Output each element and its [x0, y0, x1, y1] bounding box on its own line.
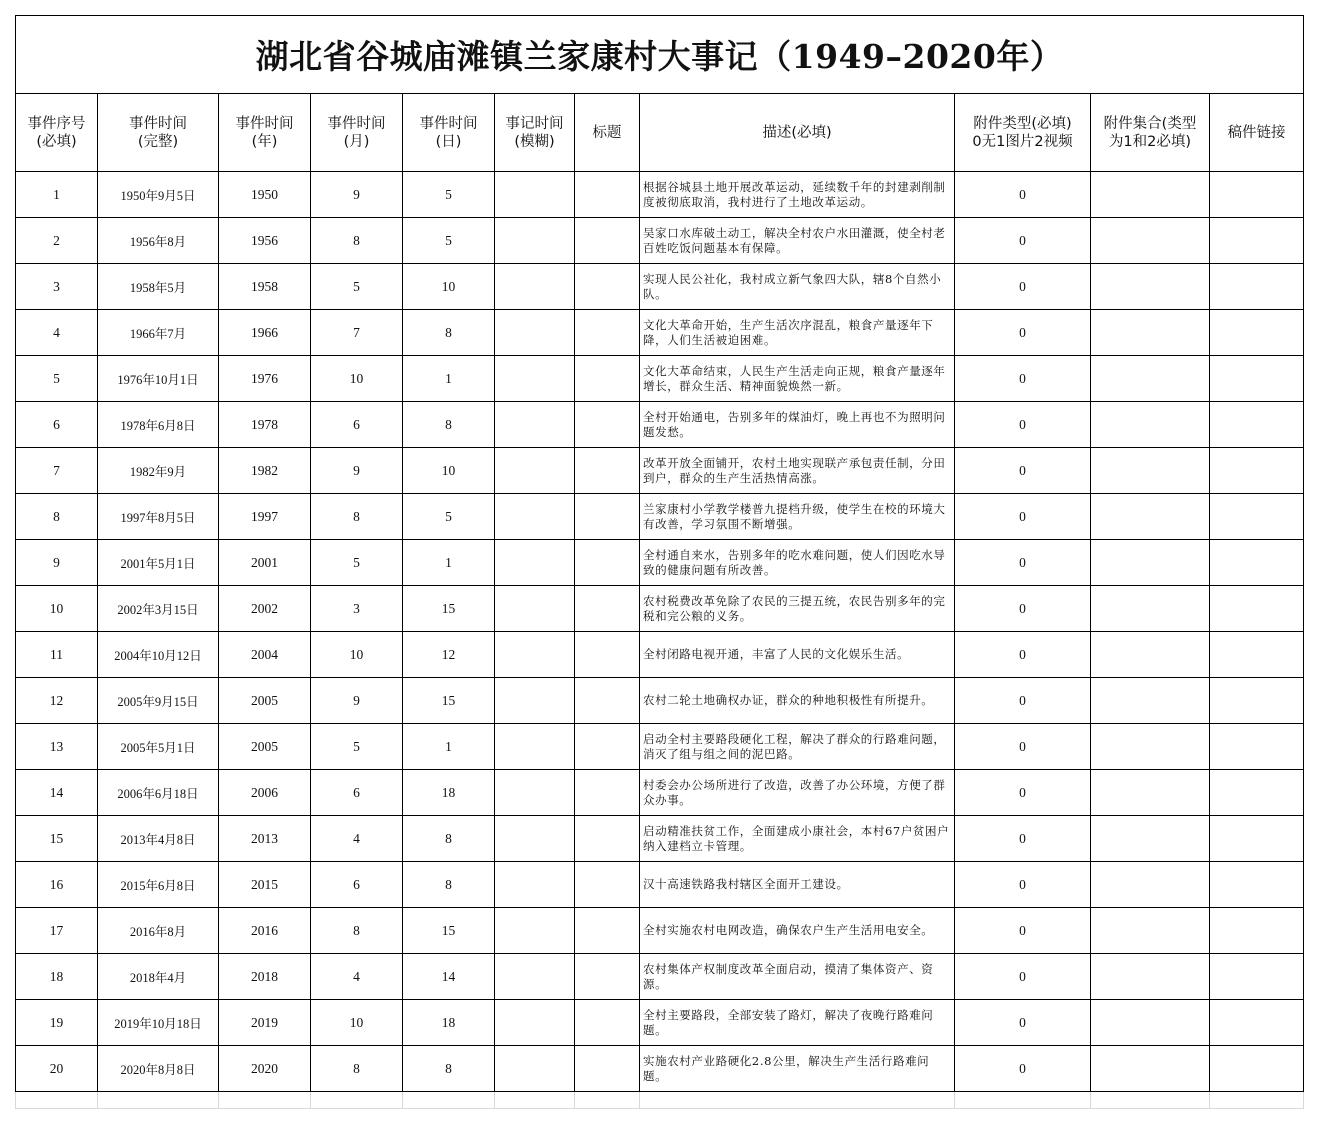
table-row — [16, 310, 1304, 356]
cell-heading[interactable] — [575, 494, 640, 540]
cell-year[interactable]: 1976 — [219, 356, 311, 402]
cell-event-number[interactable]: 4 — [16, 310, 98, 356]
cell-heading[interactable] — [575, 954, 640, 1000]
empty-cell[interactable] — [403, 1092, 495, 1109]
cell-day[interactable]: 10 — [403, 264, 495, 310]
cell-event-number[interactable]: 17 — [16, 908, 98, 954]
cell-article-link[interactable] — [1210, 586, 1304, 632]
cell-attachment-type[interactable]: 0 — [955, 264, 1091, 310]
cell-year[interactable]: 2013 — [219, 816, 311, 862]
cell-description[interactable]: 全村主要路段，全部安装了路灯，解决了夜晚行路难问题。 — [640, 1000, 955, 1046]
cell-description[interactable]: 启动全村主要路段硬化工程，解决了群众的行路难问题，消灭了组与组之间的泥巴路。 — [640, 724, 955, 770]
cell-year[interactable]: 2018 — [219, 954, 311, 1000]
cell-year[interactable]: 2006 — [219, 770, 311, 816]
table-row — [16, 908, 1304, 954]
table-row — [16, 540, 1304, 586]
cell-attachment-set[interactable] — [1091, 264, 1210, 310]
cell-description[interactable]: 实施农村产业路硬化2.8公里，解决生产生活行路难问题。 — [640, 1046, 955, 1092]
cell-attachment-type[interactable]: 0 — [955, 540, 1091, 586]
cell-description[interactable]: 文化大革命结束，人民生产生活走向正规，粮食产量逐年增长，群众生活、精神面貌焕然一新。 — [640, 356, 955, 402]
cell-year[interactable]: 2001 — [219, 540, 311, 586]
cell-year[interactable]: 1982 — [219, 448, 311, 494]
cell-attachment-type[interactable]: 0 — [955, 586, 1091, 632]
cell-full-date[interactable]: 2004年10月12日 — [98, 632, 219, 678]
cell-day[interactable]: 8 — [403, 1046, 495, 1092]
cell-day[interactable]: 18 — [403, 770, 495, 816]
cell-event-number[interactable]: 11 — [16, 632, 98, 678]
cell-attachment-type[interactable]: 0 — [955, 1046, 1091, 1092]
header-full-date[interactable]: 事件时间 (完整) — [98, 94, 219, 172]
cell-month[interactable]: 6 — [311, 770, 403, 816]
cell-article-link[interactable] — [1210, 1000, 1304, 1046]
cell-full-date[interactable]: 1978年6月8日 — [98, 402, 219, 448]
cell-description[interactable]: 吴家口水库破土动工，解决全村农户水田灌溉，使全村老百姓吃饭问题基本有保障。 — [640, 218, 955, 264]
cell-description[interactable]: 文化大革命开始，生产生活次序混乱，粮食产量逐年下降，人们生活被迫困难。 — [640, 310, 955, 356]
cell-month[interactable]: 6 — [311, 402, 403, 448]
cell-month[interactable]: 9 — [311, 678, 403, 724]
cell-day[interactable]: 8 — [403, 816, 495, 862]
cell-attachment-type[interactable]: 0 — [955, 448, 1091, 494]
cell-fuzzy-date[interactable] — [495, 356, 575, 402]
cell-fuzzy-date[interactable] — [495, 540, 575, 586]
cell-year[interactable]: 2015 — [219, 862, 311, 908]
cell-article-link[interactable] — [1210, 1046, 1304, 1092]
cell-year[interactable]: 1958 — [219, 264, 311, 310]
cell-month[interactable]: 5 — [311, 724, 403, 770]
cell-month[interactable]: 10 — [311, 356, 403, 402]
cell-article-link[interactable] — [1210, 816, 1304, 862]
cell-day[interactable]: 15 — [403, 678, 495, 724]
empty-grid-row — [16, 1092, 1304, 1109]
cell-attachment-set[interactable] — [1091, 494, 1210, 540]
empty-cell[interactable] — [219, 1092, 311, 1109]
cell-month[interactable]: 9 — [311, 448, 403, 494]
cell-attachment-set[interactable] — [1091, 356, 1210, 402]
cell-event-number[interactable]: 15 — [16, 816, 98, 862]
cell-article-link[interactable] — [1210, 310, 1304, 356]
cell-heading[interactable] — [575, 172, 640, 218]
table-row — [16, 816, 1304, 862]
cell-month[interactable]: 4 — [311, 954, 403, 1000]
cell-fuzzy-date[interactable] — [495, 586, 575, 632]
cell-month[interactable]: 5 — [311, 540, 403, 586]
cell-full-date[interactable]: 2018年4月 — [98, 954, 219, 1000]
cell-full-date[interactable]: 1976年10月1日 — [98, 356, 219, 402]
cell-attachment-set[interactable] — [1091, 724, 1210, 770]
cell-article-link[interactable] — [1210, 448, 1304, 494]
cell-year[interactable]: 1950 — [219, 172, 311, 218]
cell-heading[interactable] — [575, 908, 640, 954]
cell-full-date[interactable]: 2019年10月18日 — [98, 1000, 219, 1046]
empty-cell[interactable] — [495, 1092, 575, 1109]
cell-day[interactable]: 12 — [403, 632, 495, 678]
header-event-number[interactable]: 事件序号 (必填) — [16, 94, 98, 172]
table-row — [16, 954, 1304, 1000]
table-row — [16, 448, 1304, 494]
cell-full-date[interactable]: 2005年9月15日 — [98, 678, 219, 724]
cell-fuzzy-date[interactable] — [495, 448, 575, 494]
title-row — [16, 16, 1304, 94]
cell-year[interactable]: 1966 — [219, 310, 311, 356]
cell-full-date[interactable]: 1956年8月 — [98, 218, 219, 264]
cell-attachment-set[interactable] — [1091, 448, 1210, 494]
cell-attachment-set[interactable] — [1091, 402, 1210, 448]
cell-heading[interactable] — [575, 448, 640, 494]
cell-year[interactable]: 2005 — [219, 678, 311, 724]
cell-event-number[interactable]: 8 — [16, 494, 98, 540]
cell-article-link[interactable] — [1210, 954, 1304, 1000]
cell-year[interactable]: 2016 — [219, 908, 311, 954]
cell-year[interactable]: 2005 — [219, 724, 311, 770]
cell-year[interactable]: 2020 — [219, 1046, 311, 1092]
cell-article-link[interactable] — [1210, 632, 1304, 678]
cell-event-number[interactable]: 6 — [16, 402, 98, 448]
cell-event-number[interactable]: 1 — [16, 172, 98, 218]
cell-day[interactable]: 5 — [403, 218, 495, 264]
cell-attachment-set[interactable] — [1091, 954, 1210, 1000]
cell-year[interactable]: 2002 — [219, 586, 311, 632]
cell-month[interactable]: 10 — [311, 632, 403, 678]
cell-attachment-set[interactable] — [1091, 586, 1210, 632]
empty-cell[interactable] — [16, 1092, 98, 1109]
cell-year[interactable]: 1956 — [219, 218, 311, 264]
cell-event-number[interactable]: 12 — [16, 678, 98, 724]
cell-month[interactable]: 8 — [311, 218, 403, 264]
cell-description[interactable]: 农村集体产权制度改革全面启动，摸清了集体资产、资源。 — [640, 954, 955, 1000]
cell-heading[interactable] — [575, 356, 640, 402]
cell-attachment-set[interactable] — [1091, 816, 1210, 862]
header-day[interactable]: 事件时间 (日) — [403, 94, 495, 172]
cell-month[interactable]: 10 — [311, 1000, 403, 1046]
cell-full-date[interactable]: 1966年7月 — [98, 310, 219, 356]
cell-fuzzy-date[interactable] — [495, 724, 575, 770]
empty-cell[interactable] — [575, 1092, 640, 1109]
cell-attachment-type[interactable]: 0 — [955, 494, 1091, 540]
cell-attachment-set[interactable] — [1091, 310, 1210, 356]
cell-description[interactable]: 全村实施农村电网改造，确保农户生产生活用电安全。 — [640, 908, 955, 954]
empty-cell[interactable] — [640, 1092, 955, 1109]
cell-attachment-type[interactable]: 0 — [955, 1000, 1091, 1046]
table-row — [16, 1046, 1304, 1092]
cell-day[interactable]: 5 — [403, 494, 495, 540]
cell-fuzzy-date[interactable] — [495, 1046, 575, 1092]
cell-day[interactable]: 15 — [403, 908, 495, 954]
cell-heading[interactable] — [575, 632, 640, 678]
table-title[interactable]: 湖北省谷城庙滩镇兰家康村大事记（1949–2020年） — [16, 16, 1304, 94]
header-year[interactable]: 事件时间 (年) — [219, 94, 311, 172]
empty-cell[interactable] — [311, 1092, 403, 1109]
cell-event-number[interactable]: 5 — [16, 356, 98, 402]
cell-heading[interactable] — [575, 816, 640, 862]
empty-cell[interactable] — [98, 1092, 219, 1109]
cell-full-date[interactable]: 1982年9月 — [98, 448, 219, 494]
header-fuzzy-date[interactable]: 事记时间 (模糊) — [495, 94, 575, 172]
cell-fuzzy-date[interactable] — [495, 218, 575, 264]
cell-event-number[interactable]: 3 — [16, 264, 98, 310]
events-table — [15, 15, 1304, 1109]
cell-attachment-set[interactable] — [1091, 862, 1210, 908]
cell-month[interactable]: 5 — [311, 264, 403, 310]
table-row — [16, 494, 1304, 540]
cell-day[interactable]: 1 — [403, 356, 495, 402]
header-article-link[interactable]: 稿件链接 — [1210, 94, 1304, 172]
cell-fuzzy-date[interactable] — [495, 816, 575, 862]
cell-description[interactable]: 启动精准扶贫工作，全面建成小康社会，本村67户贫困户纳入建档立卡管理。 — [640, 816, 955, 862]
cell-day[interactable]: 14 — [403, 954, 495, 1000]
cell-attachment-type[interactable]: 0 — [955, 816, 1091, 862]
cell-article-link[interactable] — [1210, 494, 1304, 540]
cell-day[interactable]: 10 — [403, 448, 495, 494]
cell-fuzzy-date[interactable] — [495, 172, 575, 218]
cell-day[interactable]: 1 — [403, 540, 495, 586]
cell-attachment-set[interactable] — [1091, 540, 1210, 586]
cell-attachment-type[interactable]: 0 — [955, 356, 1091, 402]
cell-month[interactable]: 8 — [311, 494, 403, 540]
cell-fuzzy-date[interactable] — [495, 494, 575, 540]
table-row — [16, 402, 1304, 448]
cell-description[interactable]: 村委会办公场所进行了改造，改善了办公环境，方便了群众办事。 — [640, 770, 955, 816]
table-row — [16, 724, 1304, 770]
cell-month[interactable]: 7 — [311, 310, 403, 356]
cell-year[interactable]: 1978 — [219, 402, 311, 448]
header-row — [16, 94, 1304, 172]
cell-description[interactable]: 改革开放全面铺开，农村土地实现联产承包责任制，分田到户，群众的生产生活热情高涨。 — [640, 448, 955, 494]
empty-cell[interactable] — [1210, 1092, 1304, 1109]
cell-attachment-set[interactable] — [1091, 632, 1210, 678]
table-row — [16, 586, 1304, 632]
cell-day[interactable]: 8 — [403, 402, 495, 448]
cell-heading[interactable] — [575, 310, 640, 356]
cell-attachment-type[interactable]: 0 — [955, 678, 1091, 724]
cell-attachment-set[interactable] — [1091, 678, 1210, 724]
table-row — [16, 678, 1304, 724]
cell-fuzzy-date[interactable] — [495, 402, 575, 448]
header-description[interactable]: 描述(必填) — [640, 94, 955, 172]
cell-month[interactable]: 8 — [311, 908, 403, 954]
table-row — [16, 632, 1304, 678]
table-row — [16, 172, 1304, 218]
cell-full-date[interactable]: 2016年8月 — [98, 908, 219, 954]
cell-heading[interactable] — [575, 264, 640, 310]
cell-attachment-set[interactable] — [1091, 1046, 1210, 1092]
table-row — [16, 1000, 1304, 1046]
cell-day[interactable]: 15 — [403, 586, 495, 632]
cell-attachment-type[interactable]: 0 — [955, 402, 1091, 448]
cell-attachment-set[interactable] — [1091, 1000, 1210, 1046]
cell-day[interactable]: 8 — [403, 310, 495, 356]
table-row — [16, 862, 1304, 908]
cell-article-link[interactable] — [1210, 540, 1304, 586]
cell-attachment-type[interactable]: 0 — [955, 632, 1091, 678]
cell-attachment-type[interactable]: 0 — [955, 724, 1091, 770]
cell-description[interactable]: 根据谷城县土地开展改革运动，延续数千年的封建剥削制度被彻底取消，我村进行了土地改革运动。 — [640, 172, 955, 218]
header-attachment-set[interactable]: 附件集合(类型 为1和2必填) — [1091, 94, 1210, 172]
cell-month[interactable]: 3 — [311, 586, 403, 632]
table-row — [16, 770, 1304, 816]
cell-description[interactable]: 农村二轮土地确权办证，群众的种地积极性有所提升。 — [640, 678, 955, 724]
cell-event-number[interactable]: 19 — [16, 1000, 98, 1046]
cell-heading[interactable] — [575, 770, 640, 816]
cell-full-date[interactable]: 2020年8月8日 — [98, 1046, 219, 1092]
cell-article-link[interactable] — [1210, 402, 1304, 448]
header-attachment-type[interactable]: 附件类型(必填) 0无1图片2视频 — [955, 94, 1091, 172]
cell-article-link[interactable] — [1210, 770, 1304, 816]
cell-article-link[interactable] — [1210, 678, 1304, 724]
cell-article-link[interactable] — [1210, 908, 1304, 954]
table-row — [16, 356, 1304, 402]
cell-event-number[interactable]: 18 — [16, 954, 98, 1000]
cell-heading[interactable] — [575, 1046, 640, 1092]
cell-heading[interactable] — [575, 678, 640, 724]
cell-full-date[interactable]: 1958年5月 — [98, 264, 219, 310]
cell-full-date[interactable]: 2005年5月1日 — [98, 724, 219, 770]
cell-month[interactable]: 8 — [311, 1046, 403, 1092]
cell-article-link[interactable] — [1210, 264, 1304, 310]
cell-description[interactable]: 全村通自来水，告别多年的吃水难问题，使人们因吃水导致的健康问题有所改善。 — [640, 540, 955, 586]
cell-description[interactable]: 全村闭路电视开通，丰富了人民的文化娱乐生活。 — [640, 632, 955, 678]
cell-description[interactable]: 农村税费改革免除了农民的三提五统，农民告别多年的完税和完公粮的义务。 — [640, 586, 955, 632]
cell-heading[interactable] — [575, 724, 640, 770]
cell-heading[interactable] — [575, 218, 640, 264]
cell-attachment-set[interactable] — [1091, 770, 1210, 816]
cell-fuzzy-date[interactable] — [495, 908, 575, 954]
cell-month[interactable]: 6 — [311, 862, 403, 908]
cell-description[interactable]: 兰家康村小学教学楼普九提档升级，使学生在校的环境大有改善，学习氛围不断增强。 — [640, 494, 955, 540]
cell-heading[interactable] — [575, 586, 640, 632]
cell-fuzzy-date[interactable] — [495, 770, 575, 816]
cell-attachment-type[interactable]: 0 — [955, 218, 1091, 264]
cell-heading[interactable] — [575, 1000, 640, 1046]
cell-event-number[interactable]: 14 — [16, 770, 98, 816]
cell-heading[interactable] — [575, 402, 640, 448]
cell-description[interactable]: 汉十高速铁路我村辖区全面开工建设。 — [640, 862, 955, 908]
cell-fuzzy-date[interactable] — [495, 678, 575, 724]
cell-attachment-set[interactable] — [1091, 908, 1210, 954]
cell-event-number[interactable]: 2 — [16, 218, 98, 264]
cell-year[interactable]: 2019 — [219, 1000, 311, 1046]
cell-fuzzy-date[interactable] — [495, 1000, 575, 1046]
header-month[interactable]: 事件时间 (月) — [311, 94, 403, 172]
cell-full-date[interactable]: 2015年6月8日 — [98, 862, 219, 908]
cell-attachment-type[interactable]: 0 — [955, 954, 1091, 1000]
cell-attachment-type[interactable]: 0 — [955, 862, 1091, 908]
cell-event-number[interactable]: 10 — [16, 586, 98, 632]
table-row — [16, 218, 1304, 264]
cell-event-number[interactable]: 16 — [16, 862, 98, 908]
cell-article-link[interactable] — [1210, 356, 1304, 402]
cell-attachment-type[interactable]: 0 — [955, 770, 1091, 816]
cell-attachment-type[interactable]: 0 — [955, 172, 1091, 218]
cell-full-date[interactable]: 1997年8月5日 — [98, 494, 219, 540]
cell-description[interactable]: 实现人民公社化，我村成立新气象四大队，辖8个自然小队。 — [640, 264, 955, 310]
cell-attachment-set[interactable] — [1091, 172, 1210, 218]
empty-cell[interactable] — [1091, 1092, 1210, 1109]
cell-month[interactable]: 4 — [311, 816, 403, 862]
cell-day[interactable]: 1 — [403, 724, 495, 770]
cell-event-number[interactable]: 20 — [16, 1046, 98, 1092]
cell-year[interactable]: 1997 — [219, 494, 311, 540]
cell-day[interactable]: 5 — [403, 172, 495, 218]
cell-full-date[interactable]: 2001年5月1日 — [98, 540, 219, 586]
cell-full-date[interactable]: 1950年9月5日 — [98, 172, 219, 218]
header-heading[interactable]: 标题 — [575, 94, 640, 172]
cell-full-date[interactable]: 2013年4月8日 — [98, 816, 219, 862]
cell-article-link[interactable] — [1210, 218, 1304, 264]
cell-heading[interactable] — [575, 862, 640, 908]
cell-article-link[interactable] — [1210, 862, 1304, 908]
cell-attachment-type[interactable]: 0 — [955, 310, 1091, 356]
cell-event-number[interactable]: 13 — [16, 724, 98, 770]
cell-fuzzy-date[interactable] — [495, 264, 575, 310]
cell-article-link[interactable] — [1210, 172, 1304, 218]
cell-article-link[interactable] — [1210, 724, 1304, 770]
cell-fuzzy-date[interactable] — [495, 862, 575, 908]
empty-cell[interactable] — [955, 1092, 1091, 1109]
cell-month[interactable]: 9 — [311, 172, 403, 218]
cell-fuzzy-date[interactable] — [495, 632, 575, 678]
cell-full-date[interactable]: 2002年3月15日 — [98, 586, 219, 632]
cell-fuzzy-date[interactable] — [495, 310, 575, 356]
cell-attachment-type[interactable]: 0 — [955, 908, 1091, 954]
cell-attachment-set[interactable] — [1091, 218, 1210, 264]
cell-fuzzy-date[interactable] — [495, 954, 575, 1000]
cell-description[interactable]: 全村开始通电，告别多年的煤油灯，晚上再也不为照明问题发愁。 — [640, 402, 955, 448]
cell-day[interactable]: 8 — [403, 862, 495, 908]
cell-full-date[interactable]: 2006年6月18日 — [98, 770, 219, 816]
table-row — [16, 264, 1304, 310]
cell-day[interactable]: 18 — [403, 1000, 495, 1046]
spreadsheet — [15, 15, 1304, 1109]
cell-year[interactable]: 2004 — [219, 632, 311, 678]
cell-event-number[interactable]: 7 — [16, 448, 98, 494]
cell-heading[interactable] — [575, 540, 640, 586]
cell-event-number[interactable]: 9 — [16, 540, 98, 586]
